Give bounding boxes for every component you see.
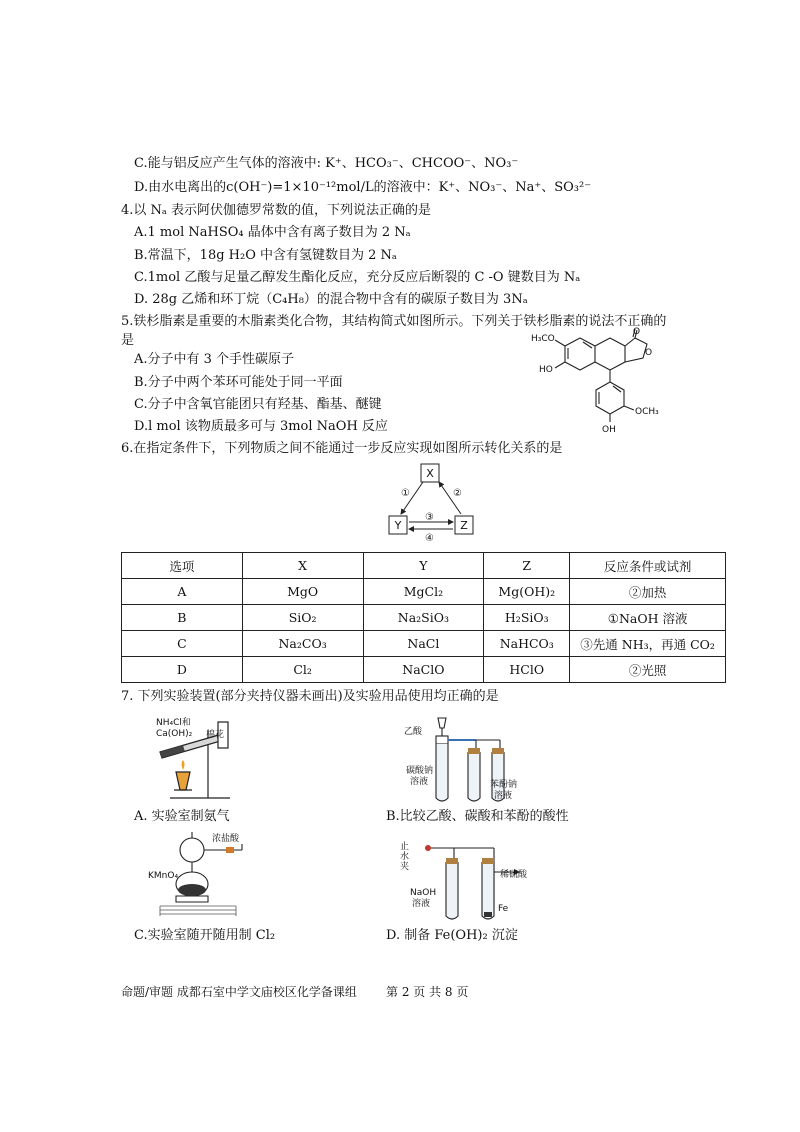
header-cell: Z	[484, 553, 570, 579]
footer-author: 命题/审题 成都石室中学文庙校区化学备课组	[121, 985, 357, 999]
table-cell: NaHCO₃	[484, 631, 570, 657]
q6-transform-diagram	[385, 460, 485, 544]
q4-option-a: A.1 mol NaHSO₄ 晶体中含有离子数目为 2 Nₐ	[134, 225, 411, 240]
table-cell: MgCl₂	[363, 579, 484, 605]
arrow-2-label: ②	[453, 488, 462, 499]
table-cell: B	[122, 605, 243, 631]
table-cell: ②光照	[570, 657, 726, 683]
table-cell: Cl₂	[242, 657, 363, 683]
table-cell: ①NaOH 溶液	[570, 605, 726, 631]
struct-ho-label: HO	[539, 365, 553, 375]
q5-option-b: B.分子中两个苯环可能处于同一平面	[134, 375, 343, 390]
table-cell: D	[122, 657, 243, 683]
q5-option-d: D.l mol 该物质最多可与 3mol NaOH 反应	[134, 419, 388, 434]
table-cell: C	[122, 631, 243, 657]
q3-option-c: C.能与铝反应产生气体的溶液中: K⁺、HCO₃⁻、CHCOO⁻、NO₃⁻	[134, 156, 519, 171]
table-row	[122, 605, 726, 631]
a-label-1: NH₄Cl和	[156, 718, 191, 728]
q5-option-c: C.分子中含氧官能团只有羟基、酯基、醚键	[134, 397, 382, 412]
b-label-3: 溶液	[410, 777, 429, 787]
a-label-3: 棉花	[206, 730, 225, 740]
d-label-3: 夹	[400, 862, 410, 872]
q4-option-c: C.1mol 乙酸与足量乙醇发生酯化反应，充分反应后断裂的 C -O 键数目为 Nₐ	[134, 270, 581, 285]
d-label-1: 止	[400, 842, 410, 852]
q4-stem: 4.以 Nₐ 表示阿伏伽德罗常数的值，下列说法正确的是	[121, 203, 432, 218]
q5-stem: 5.铁杉脂素是重要的木脂素类化合物，其结构简式如图所示。下列关于铁杉脂素的说法不正确的	[121, 314, 667, 329]
header-cell: Y	[363, 553, 484, 579]
d-label-4: NaOH	[410, 888, 437, 898]
q6-options-table	[121, 552, 726, 683]
struct-h3co-label: H₃CO	[531, 334, 555, 344]
b-label-5: 溶液	[494, 791, 513, 801]
table-cell: MgO	[242, 579, 363, 605]
arrow-3-label: ③	[425, 512, 434, 523]
apparatus-d-caption: D. 制备 Fe(OH)₂ 沉淀	[386, 928, 518, 943]
c-label-1: 浓盐酸	[212, 834, 240, 844]
d-label-5: 溶液	[412, 899, 431, 909]
q5-option-a: A.分子中有 3 个手性碳原子	[134, 352, 295, 367]
c-label-2: KMnO₄	[148, 871, 179, 881]
b-label-4: 苯酚钠	[490, 780, 518, 790]
table-cell: H₂SiO₃	[484, 605, 570, 631]
struct-oh-label: OH	[602, 425, 616, 434]
b-label-1: 乙酸	[404, 727, 423, 737]
arrow-1-label: ①	[401, 488, 410, 499]
d-label-2: 水	[400, 852, 410, 862]
table-cell: NaCl	[363, 631, 484, 657]
q5-stem-cont: 是	[121, 333, 135, 348]
table-row	[122, 579, 726, 605]
table-cell: ③先通 NH₃，再通 CO₂	[570, 631, 726, 657]
table-cell: HClO	[484, 657, 570, 683]
a-label-2: Ca(OH)₂	[156, 729, 193, 739]
q4-option-b: B.常温下，18g H₂O 中含有氢键数目为 2 Nₐ	[134, 248, 397, 263]
arrow-4-label: ④	[425, 533, 434, 544]
label-y: Y	[394, 519, 402, 532]
q6-stem: 6.在指定条件下，下列物质之间不能通过一步反应实现如图所示转化关系的是	[121, 441, 563, 456]
label-x: X	[426, 467, 434, 480]
struct-och3-label: OCH₃	[635, 407, 659, 417]
header-cell: 选项	[122, 553, 243, 579]
d-label-6: 稀硫酸	[500, 870, 528, 880]
b-label-2: 碳酸钠	[406, 766, 434, 776]
table-cell: Na₂CO₃	[242, 631, 363, 657]
apparatus-c-caption: C.实验室随开随用制 Cl₂	[134, 928, 276, 943]
footer-page-number: 第 2 页 共 8 页	[386, 985, 469, 999]
struct-o-label: O	[633, 327, 641, 337]
table-cell: ②加热	[570, 579, 726, 605]
header-cell: X	[242, 553, 363, 579]
table-cell: Mg(OH)₂	[484, 579, 570, 605]
q4-option-d: D. 28g 乙烯和环丁烷（C₄H₈）的混合物中含有的碳原子数目为 3Nₐ	[134, 292, 528, 307]
table-cell: SiO₂	[242, 605, 363, 631]
q5-structure-figure	[525, 326, 685, 434]
d-label-7: Fe	[498, 904, 509, 914]
table-cell: A	[122, 579, 243, 605]
table-cell: Na₂SiO₃	[363, 605, 484, 631]
q7-stem: 7. 下列实验装置(部分夹持仪器未画出)及实验用品使用均正确的是	[121, 689, 499, 704]
q3-option-d: D.由水电离出的c(OH⁻)=1×10⁻¹²mol/L的溶液中：K⁺、NO₃⁻、Na⁺、SO₃²⁻	[134, 180, 592, 195]
label-z: Z	[460, 519, 468, 532]
table-header-row	[122, 553, 726, 579]
table-row	[122, 657, 726, 683]
table-row	[122, 631, 726, 657]
apparatus-b-caption: B.比较乙酸、碳酸和苯酚的酸性	[386, 809, 569, 824]
struct-ring-o-label: O	[645, 348, 653, 358]
table-cell: NaClO	[363, 657, 484, 683]
header-cell: 反应条件或试剂	[570, 553, 726, 579]
apparatus-a-caption: A. 实验室制氨气	[134, 809, 230, 824]
